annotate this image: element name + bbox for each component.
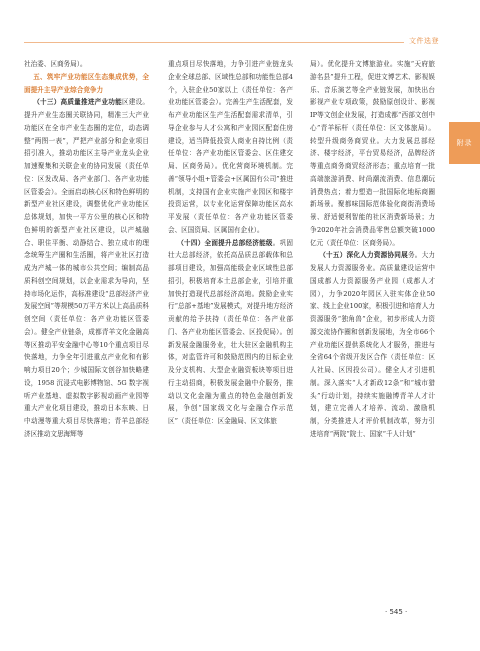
paragraph-body: 。巩固壮大总部经济，依托高品质总部载体和总部项目建设，加强高能级企业区域性总部招引，积极培育本土总部企业，引培并重加快打造现代总部经济高地。鼓励企业实行“总部+基地”发展模式，对提升地方经济贡献的给予扶持（责任单位：各产业部门、各产业功能区管委会、区投促局）。创新发展金融服务业，壮大驻区金融机构主体，对监管许可和鼓励范围内的目标企业及分支机构、大型企业融资板块等项目进行主动招商，积极发展金融中介服务，推动以文化金融为重点的特色金融创新发展，争创“国家级文化与金融合作示范区”（责任单位：区金融局、区文体旅 [168,238,294,425]
header-rule [24,42,404,43]
page-number: · 545 · [385,608,408,616]
paragraph: 重点项目尽快落地，力争引进产业链龙头企业全球总部、区域性总部和功能性总部4个，入驻企业50家以上（责任单位：各产业功能区管委会）。完善生产生活配套，发布产业功能区生产生活配套需求清单，引导企业参与人才公寓和产业园区配套住房建设，适当降低投资人商业自持比例（责任单位：各产业功能区管委会、区住建交局、区商务局）。优化营商环境机制。完善“领导小组+管委会+区属国有公司”推进机制，支持国有企业实施产业园区和楼宇投资运营，以专业化运营保障功能区高水平发展（责任单位：各产业功能区管委会、区国资局、区属国有企业）。 [168,60,293,234]
section-heading: 五、筑牢产业功能区生态集成优势，全面提升主导产业综合竞争力 [24,72,149,94]
paragraph-lead: （十三）高质量推进产业功能 [33,98,122,107]
paragraph [168,237,293,428]
paragraph-lead: （十四）全面提升总部经济能级 [177,238,273,247]
paragraph-body: 务。大力发展人力资源服务业。高质量建设运营中国成都人力资源服务产业园（成都人才园），力争2020年园区入驻实体企业50家、线上企业100家，积极引进和培育人力资源服务“独角兽”企业，初步形成人力资源交流协作圈和创新发展地，为全市66个产业功能区提供系统化人才服务，推进与全省64个省级开发区合作（责任单位：区人社局、区因投公司）。健全人才引进机制。深入落实“人才新政12条”和“城市猎头”行动计划，持续实施融博青羊人才计划，建立完善人才培养、流动、激励机制，分类推进人才评价机制改革，努力引进培育“两院”院士、国家“千人计划” [310,251,436,438]
paragraph [310,249,435,440]
appendix-side-tab [449,122,480,164]
paragraph-body: 区建设。提升产业生态圈关联协同，精准三大产业功能区在全市产业生态圈的定位，动态调整“两图一表”，严把产业部分和企业项目招引准入，推动功能区主导产业龙头企业加速聚集和关联企业的协同发展（责任单位：区发改局、各产业部门、各产业功能区管委会）。全面启动核心区和特色鲜明的新型产业社区建设，调整优化产业功能区总体规划，加快一平方公里的核心区和特色鲜明的新型产业社区建设，以产城融合、职住平衡、动静结合、独立成市的理念统筹生产圈和生活圈，将产业社区打造成为产城一体的城市公共空间；编制高品质科创空间规划，以企业需求为导向，坚持市场化运作，高标准建设“总部经济产业发展空间”等规模50万平方米以上高品质科创空间（责任单位：各产业功能区管委会）。健全产业链条，成都青羊文化金融高等区推动平安金融中心等10个重点项目尽快落地，力争全年引进重点产业化和有影响力项目20个；少城国际文创谷加快略建设，1958 沉浸式电影博物馆、5G 数字视听产业基地、虚拟数字影视动画产业园等重大产业化项目建设，推动日本东映、日中动漫等重大项目尽快落地；青羊总部经济区推动文思海辉等 [24,98,150,438]
paragraph [24,96,149,440]
paragraph: 局）。优化提升文博旅游业。实施“天府旅游名县”提升工程，促进文博艺术、影视娱乐、音乐演艺等全产业链发展，加快出台影视产业专项政策，鼓励原创设计、影视IP等文创企业发展，打造成都“西部文创中心”青羊标杆（责任单位：区文体旅局）。转型升级商务商贸业。大力发展总部经济、楼宇经济，平台贸易经济，品牌经济等重点商务商贸经济形态；重点培育一批高端旅游消费、时尚潮流消费、信息潮玩消费热点；着力塑造一批国际化地标商圈新场景。聚都味国际范体验化商街消费场景、舒适便利智能的社区消费新场景；力争2020年社会消费品零售总额突破1000亿元（责任单位：区商务局）。 [310,60,435,247]
paragraph: 社治委、区商务局）。 [24,60,87,68]
text-column-3 [310,58,435,441]
text-column-2 [168,58,293,428]
text-column-1 [24,58,149,441]
running-header: 文件选登 [409,37,439,45]
side-tab-label: 附录 [456,139,473,147]
paragraph-lead: （十五）深化人力资源协同展 [319,251,408,260]
